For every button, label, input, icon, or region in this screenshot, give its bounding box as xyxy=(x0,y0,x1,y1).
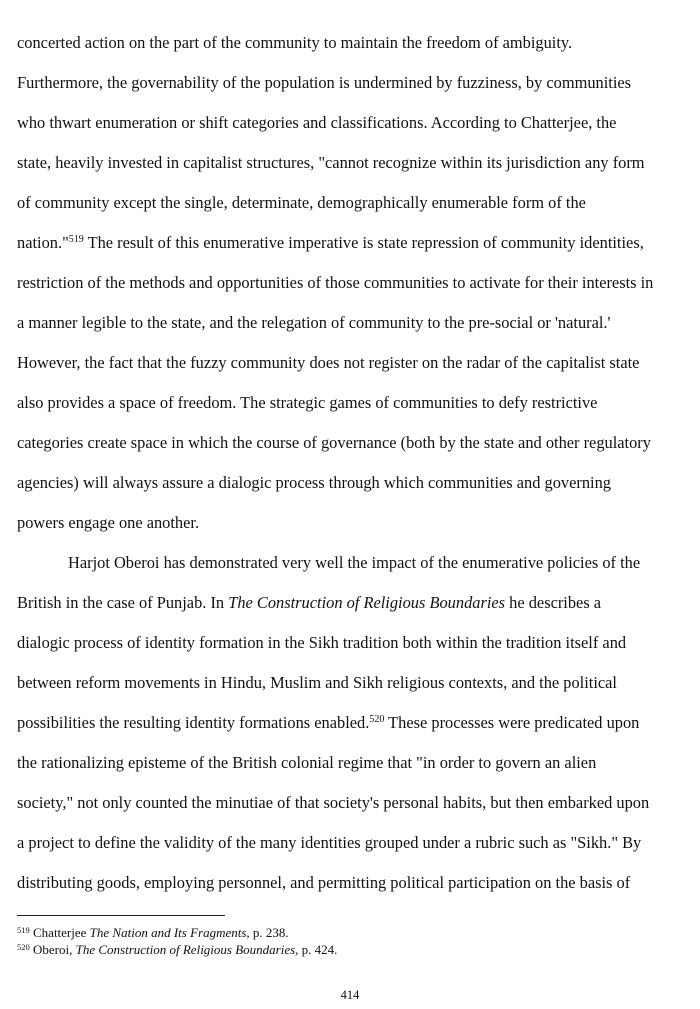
footnote-divider xyxy=(17,915,225,916)
text-line: However, the fact that the fuzzy community does not register on the radar of the capitalist state xyxy=(17,353,640,372)
page-number: 414 xyxy=(340,988,360,1002)
text-line xyxy=(17,703,689,743)
footnote-text: , p. 424. xyxy=(295,942,338,957)
text-run: possibilities the resulting identity formations enabled. xyxy=(17,713,370,732)
footnote-text: , p. 238. xyxy=(246,925,289,940)
text-run: he describes a xyxy=(505,593,602,612)
text-line xyxy=(17,583,689,623)
footnote-text: Oberoi, xyxy=(29,942,76,957)
text-line: agencies) will always assure a dialogic process through which communities and governing xyxy=(17,473,612,492)
footnote-number: 519 xyxy=(17,925,30,935)
footnote-title: The Nation and Its Fragments xyxy=(89,925,247,940)
text-line: concerted action on the part of the community to maintain the freedom of ambiguity. xyxy=(17,33,573,52)
footnote-519 xyxy=(17,924,677,941)
text-run: British in the case of Punjab. In xyxy=(17,593,229,612)
footnote-number: 520 xyxy=(17,942,30,952)
footnote-520 xyxy=(17,941,677,958)
book-title: The Construction of Religious Boundaries xyxy=(228,593,506,612)
text-line: restriction of the methods and opportunities of those communities to activate for their interests in xyxy=(17,273,654,292)
text-line: distributing goods, employing personnel, and permitting political participation on the basis of xyxy=(17,873,631,892)
text-run: These processes were predicated upon xyxy=(384,713,640,732)
text-line: of community except the single, determinate, demographically enumerable form of the xyxy=(17,193,586,212)
body-text xyxy=(17,23,689,903)
footnote-title: The Construction of Religious Boundaries xyxy=(75,942,296,957)
footnote-text: Chatterjee xyxy=(29,925,90,940)
text-line: the rationalizing episteme of the British colonial regime that "in order to govern an alien xyxy=(17,753,597,772)
text-run: nation." xyxy=(17,233,69,252)
text-line: categories create space in which the course of governance (both by the state and other regulatory xyxy=(17,433,651,452)
text-line: also provides a space of freedom. The strategic games of communities to defy restrictive xyxy=(17,393,598,412)
footnote-ref-519[interactable]: 519 xyxy=(68,234,84,245)
text-line: society," not only counted the minutiae of that society's personal habits, but then embarked upon xyxy=(17,793,650,812)
text-line: between reform movements in Hindu, Muslim and Sikh religious contexts, and the political xyxy=(17,673,617,692)
text-line: powers engage one another. xyxy=(17,513,200,532)
text-line: state, heavily invested in capitalist structures, "cannot recognize within its jurisdiction any form xyxy=(17,153,645,172)
text-line: Furthermore, the governability of the population is undermined by fuzziness, by communities xyxy=(17,73,632,92)
text-line: dialogic process of identity formation in the Sikh tradition both within the tradition itself and xyxy=(17,633,627,652)
footnotes xyxy=(17,924,677,958)
text-run: The result of this enumerative imperative is state repression of community identities, xyxy=(83,233,644,252)
text-line: a project to define the validity of the many identities grouped under a rubric such as "Sikh." By xyxy=(17,833,642,852)
footnote-ref-520[interactable]: 520 xyxy=(369,714,385,725)
text-line xyxy=(17,223,689,263)
text-line: who thwart enumeration or shift categories and classifications. According to Chatterjee, the xyxy=(17,113,617,132)
text-line: Harjot Oberoi has demonstrated very well the impact of the enumerative policies of the xyxy=(68,553,641,572)
text-line: a manner legible to the state, and the relegation of community to the pre-social or 'natural.' xyxy=(17,313,611,332)
